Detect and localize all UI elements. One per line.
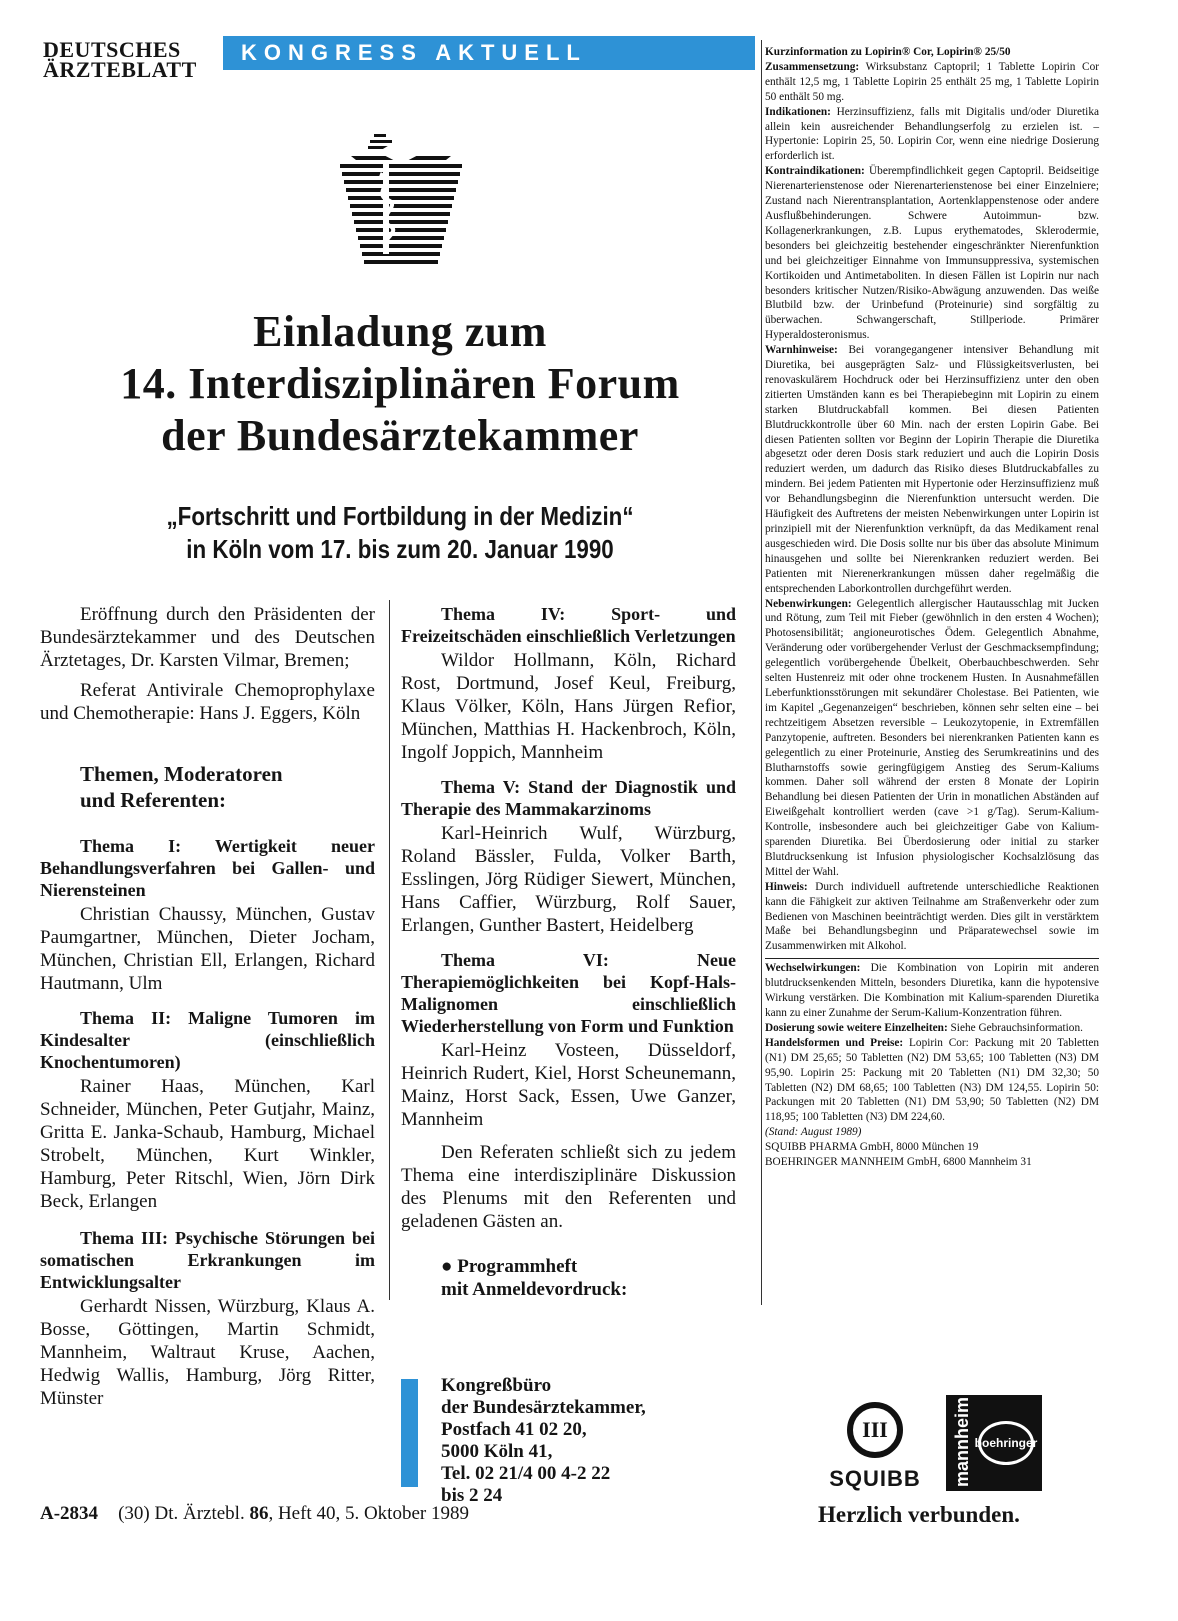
info-separator bbox=[765, 958, 1099, 959]
info-dosage-text: Siehe Gebrauchsinformation. bbox=[947, 1021, 1083, 1034]
section-banner: KONGRESS AKTUELL bbox=[223, 36, 755, 70]
article-subtitle bbox=[90, 500, 709, 566]
squibb-logo bbox=[820, 1402, 930, 1492]
thema-2-speakers: Rainer Haas, München, Karl Schneider, München, Peter Gutjahr, Mainz, Gritta E. Janka-Schaub, Hamburg, Michael Strobelt, München, Kurt Winkler, Hamburg, Peter Ritschl, Wien, Jörn Dirk Beck, Erlangen bbox=[40, 1076, 375, 1212]
address-line3: Postfach 41 02 20, bbox=[441, 1419, 587, 1440]
masthead-line1: DEUTSCHES bbox=[43, 37, 181, 62]
citation-prefix: (30) Dt. Ärztebl. bbox=[118, 1503, 250, 1524]
thema-2-heading: Thema II: Maligne Tumoren im Kindesalter (einschließlich Knochentumoren) bbox=[40, 1008, 375, 1072]
themen-heading-line2: und Referenten: bbox=[80, 788, 227, 812]
address-line2: der Bundesärztekammer, bbox=[441, 1397, 646, 1418]
column-divider bbox=[389, 600, 390, 1300]
thema-3-heading: Thema III: Psychische Störungen bei somatischen Erkrankungen im Entwicklungsalter bbox=[40, 1228, 375, 1292]
address-accent-bar bbox=[401, 1379, 418, 1487]
program-notice bbox=[441, 1255, 736, 1301]
thema-6-speakers: Karl-Heinz Vosteen, Düsseldorf, Heinrich Rudert, Kiel, Horst Scheunemann, Mainz, Horst Sack, Essen, Uwe Ganzer, Mannheim bbox=[401, 1040, 736, 1130]
boehringer-mark-icon: boehringer bbox=[978, 1421, 1034, 1465]
info-warnings-text: Bei vorangegangener intensiver Behandlung mit Diuretika, bei ausgeprägten Salz- und Flüssigkeitsverlusten, bei renovaskulärem Hochdruck oder bei Herzinsuffizienz unter den oben zitierten Umständen kann es bei Therapiebeginn mit Lopirin zu einem starken Blutdruckabfall kommen. Bei diesen Patienten Blutdruckkontrolle über 60 Min. nach der ersten Lopirin Gabe. Bei diesen Patienten sollten vor Beginn der Lopirin Therapie die Diuretika abgesetzt oder deren Dosis stark reduziert und auch die Lopirin Dosis reduziert werden, um dadurch das Risiko dieses Blutdruckabfalles zu mindern. Bei jedem Patienten mit Hypertonie oder Herzinsuffizienz muß vor Behandlungsbeginn die Nierenfunktion untersucht werden. Die Häufigkeit des Auftretens der meisten Nebenwirkungen unter Lopirin ist prinzipiell mit der Nierenfunktion verknüpft, da das Medikament renal ausgeschieden wird. Die Dosis sollte nur bis über das absolute Minimum hinausgehen und sollte bei Nierenkranken reduziert werden. Bei Patienten mit Nierenerkrankungen müssen daher regelmäßig die entsprechenden Laborkontrollen durchgeführt werden. bbox=[765, 344, 1099, 595]
address-line4: 5000 Köln 41, bbox=[441, 1441, 553, 1462]
info-warnings bbox=[765, 343, 1099, 596]
info-contraindications-label: Kontraindikationen: bbox=[765, 165, 865, 178]
address-phone: Tel. 02 21/4 00 4-2 22 bbox=[441, 1463, 611, 1484]
info-indications-label: Indikationen: bbox=[765, 105, 831, 118]
thema-1-speakers: Christian Chaussy, München, Gustav Paumgartner, München, Dieter Jocham, München, Christian Ell, Erlangen, Richard Hautmann, Ulm bbox=[40, 904, 375, 994]
program-line2: mit Anmeldevordruck: bbox=[441, 1279, 628, 1300]
crown-emblem-icon bbox=[336, 134, 466, 268]
info-note-text: Durch individuell auftretende unterschiedliche Reaktionen kann die Fähigkeit zur aktiven Teilnahme am Straßenverkehr oder zum Bedienen von Maschinen beeinträchtigt werden. Dies gilt in verstärktem Maße bei Behandlungsbeginn und Präparatewechsel sowie im Zusammenwirken mit Alkohol. bbox=[765, 880, 1099, 953]
citation-volume: 86 bbox=[249, 1503, 269, 1524]
info-interactions-label: Wechselwirkungen: bbox=[765, 962, 861, 975]
info-boehringer-address: BOEHRINGER MANNHEIM GmbH, 6800 Mannheim 31 bbox=[765, 1156, 1032, 1169]
info-column-divider bbox=[761, 40, 762, 1305]
drug-info-column bbox=[765, 45, 1099, 1170]
info-prices-text: Lopirin Cor: Packung mit 20 Tabletten (N1) DM 25,65; 50 Tabletten (N2) DM 53,65; 100 Tabletten (N3) DM 95,90. Lopirin 25: Packung mit 20 Tabletten (N1) DM 32,30; 50 Tabletten (N2) DM 68,65; 100 Tabletten (N3) DM 124,55. Lopirin 50: Packungen mit 20 Tabletten (N1) DM 53,90; 50 Tabletten (N2) DM 118,95; 100 Tabletten (N3) DM 224,60. bbox=[765, 1036, 1099, 1124]
info-title bbox=[765, 45, 1099, 60]
title-line2: 14. Interdisziplinären Forum bbox=[120, 359, 680, 408]
info-composition bbox=[765, 60, 1099, 105]
info-indications-text: Herzinsuffizienz, falls mit Digitalis und/oder Diuretika allein kein ausreichender Behandlungserfolg zu erzielen ist. – Hypertonie: Lopirin 25, 50. Lopirin Cor, wenn eine niedrige Dosierung erforderlich ist. bbox=[765, 105, 1099, 163]
thema-6-heading: Thema VI: Neue Therapiemöglichkeiten bei Kopf-Hals-Malignomen einschließlich Wiederherstellung von Form und Funktion bbox=[401, 950, 736, 1036]
column-middle bbox=[401, 603, 736, 1301]
themen-heading-line1: Themen, Moderatoren bbox=[80, 762, 283, 786]
contact-address bbox=[441, 1375, 646, 1507]
info-interactions-text: Die Kombination von Lopirin mit anderen blutdrucksenkenden Mitteln, besonders Diuretika, kann die hypotensive Wirkung verstärken. Die Kombination mit Kalium-sparenden Diuretika kann zu einer Zunahme der Serum-Kalium-Konzentration führen. bbox=[765, 962, 1099, 1019]
page-number: A-2834 bbox=[40, 1503, 99, 1524]
squibb-wordmark: SQUIBB bbox=[829, 1466, 921, 1491]
info-contraindications-text: Überempfindlichkeit gegen Captopril. Beidseitige Nierenarterienstenose oder Nierenarterienstenose bei einer Einzelniere; Zustand nach Nierentransplantation, Aortenklappenstenose oder andere Ausflußbehinderungen. Schwere Autoimmun- bzw. Kollagenerkrankungen, z.B. Lupus erythematodes, Sklerodermie, besonders bei gleichzeitig bestehender eingeschränkter Nierenfunktion und bei gleichzeitiger Einnahme von Immunsuppressiva, systemischen Kortikoiden und Antimetaboliten. In diesen Fällen ist Lopirin nur nach besonders kritischer Nutzen/Risiko-Abwägung anzuwenden. Das weiße Blutbild bzw. der Urinbefund (Proteinurie) sind sorgfältig zu überwachen. Schwangerschaft, Stillperiode. Primärer Hyperaldosteronismus. bbox=[765, 165, 1099, 342]
subtitle-line2: in Köln vom 17. bis zum 20. Januar 1990 bbox=[186, 534, 614, 564]
info-indications bbox=[765, 105, 1099, 165]
info-dosage bbox=[765, 1021, 1099, 1036]
journal-masthead bbox=[43, 37, 197, 82]
column-left bbox=[40, 603, 375, 1410]
masthead-line2: ÄRZTEBLATT bbox=[43, 57, 197, 82]
intro-paragraph-2: Referat Antivirale Chemoprophylaxe und Chemotherapie: Hans J. Eggers, Köln bbox=[40, 680, 375, 724]
address-line1: Kongreßbüro bbox=[441, 1375, 552, 1396]
program-line1: ● Programmheft bbox=[441, 1256, 578, 1277]
info-interactions bbox=[765, 961, 1099, 1021]
subtitle-line1: „Fortschritt und Fortbildung in der Medizin“ bbox=[166, 501, 634, 531]
tagline: Herzlich verbunden. bbox=[818, 1502, 1020, 1527]
info-composition-text: Wirksubstanz Captopril; 1 Tablette Lopirin Cor enthält 12,5 mg, 1 Tablette Lopirin 25 enthält 25 mg, 1 Tablette Lopirin 50 enthält 50 mg. bbox=[765, 60, 1099, 103]
info-dosage-label: Dosierung sowie weitere Einzelheiten: bbox=[765, 1021, 948, 1034]
boehringer-side-text: mannheim bbox=[952, 1396, 972, 1487]
themen-heading bbox=[80, 761, 375, 813]
closing-paragraph: Den Referaten schließt sich zu jedem Thema eine interdisziplinäre Diskussion des Plenums mit den Referenten und geladenen Gästen an. bbox=[401, 1142, 736, 1232]
info-stand: (Stand: August 1989) bbox=[765, 1126, 862, 1139]
intro-paragraph-1: Eröffnung durch den Präsidenten der Bundesärztekammer und des Deutschen Ärztetages, Dr. Karsten Vilmar, Bremen; bbox=[40, 604, 375, 671]
thema-4-heading: Thema IV: Sport- und Freizeitschäden einschließlich Verletzungen bbox=[401, 604, 736, 646]
citation-suffix: , Heft 40, 5. Oktober 1989 bbox=[268, 1503, 469, 1524]
page-footer bbox=[40, 1503, 469, 1525]
info-note-label: Hinweis: bbox=[765, 880, 808, 893]
thema-5-speakers: Karl-Heinrich Wulf, Würzburg, Roland Bässler, Fulda, Volker Barth, Esslingen, Jörg Rüdiger Siewert, München, Hans Caffier, Würzburg, Rolf Sauer, Erlangen, Gunther Bastert, Heidelberg bbox=[401, 823, 736, 936]
info-composition-label: Zusammensetzung: bbox=[765, 60, 860, 73]
info-prices bbox=[765, 1036, 1099, 1125]
title-line1: Einladung zum bbox=[253, 307, 547, 356]
info-side-effects bbox=[765, 597, 1099, 880]
address-phone-ext: bis 2 24 bbox=[441, 1485, 503, 1506]
info-title-text: Kurzinformation zu Lopirin® Cor, Lopirin® 25/50 bbox=[765, 46, 1011, 58]
thema-4-speakers: Wildor Hollmann, Köln, Richard Rost, Dortmund, Josef Keul, Freiburg, Klaus Völker, Köln, Hans Jürgen Refior, München, Matthias H. Hackenbroch, Köln, Ingolf Joppich, Mannheim bbox=[401, 650, 736, 763]
info-contraindications bbox=[765, 164, 1099, 343]
thema-5-heading: Thema V: Stand der Diagnostik und Therapie des Mammakarzinoms bbox=[401, 777, 736, 819]
thema-1-heading: Thema I: Wertigkeit neuer Behandlungsverfahren bei Gallen- und Nierensteinen bbox=[40, 836, 375, 900]
info-squibb-address: SQUIBB PHARMA GmbH, 8000 München 19 bbox=[765, 1141, 979, 1154]
info-prices-label: Handelsformen und Preise: bbox=[765, 1036, 904, 1049]
info-warnings-label: Warnhinweise: bbox=[765, 344, 838, 357]
info-note bbox=[765, 880, 1099, 955]
thema-3-speakers: Gerhardt Nissen, Würzburg, Klaus A. Bosse, Göttingen, Martin Schmidt, Mannheim, Waltraut Kruse, Aachen, Hedwig Wallis, Hamburg, Jörg Ritter, Münster bbox=[40, 1296, 375, 1409]
info-side-effects-label: Nebenwirkungen: bbox=[765, 597, 852, 610]
squibb-mark-icon: III bbox=[847, 1402, 903, 1458]
title-line3: der Bundesärztekammer bbox=[161, 411, 639, 460]
boehringer-logo bbox=[946, 1395, 1042, 1491]
info-side-effects-text: Gelegentlich allergischer Hautausschlag mit Jucken und Rötung, zum Teil mit Fieber (gewöhnlich in den ersten 4 Wochen); Photosensibilität; angioneurotisches Ödem. Gelegentlich Abnahme, Veränderung oder vorübergehender Verlust der Geschmacksempfindung; gelegentlich vorübergehende Übelkeit, Oberbauchbeschwerden. Sehr selten Hustenreiz mit oder ohne trockenem Husten. In Ausnahmefällen Leberfunktionsstörungen mit sekundärer Cholestase. Bei Patienten, wie im Kapitel „Gegenanzeigen“ beschrieben, können sehr selten eine – bei rechtzeitigem Absetzen reversible – Leukozytopenie, in Extremfällen Panzytopenie, auftreten. Besonders bei nierenkranken Patienten kann es gelegentlich zu einer Proteinurie, Anstieg des Serumkreatinins und des Blutharnstoffs sowie geringfügigem Anstieg des Serum-Kaliums kommen. Daher soll während der ersten 8 Monate der Lopirin Behandlung bei diesen Patienten der Urin in monatlichen Abständen auf Eiweißgehalt kontrolliert werden (cave >1 g/Tag). Serum-Kalium-Kontrolle, insbesondere auch bei gleichzeitiger Gabe von Kalium-sparenden Diuretika. Bei Überdosierung oder initial zu starker Blutdrucksenkung ist Infusion physiologischer Kochsalzlösung das Mittel der Wahl. bbox=[765, 597, 1099, 878]
article-title bbox=[40, 306, 760, 462]
